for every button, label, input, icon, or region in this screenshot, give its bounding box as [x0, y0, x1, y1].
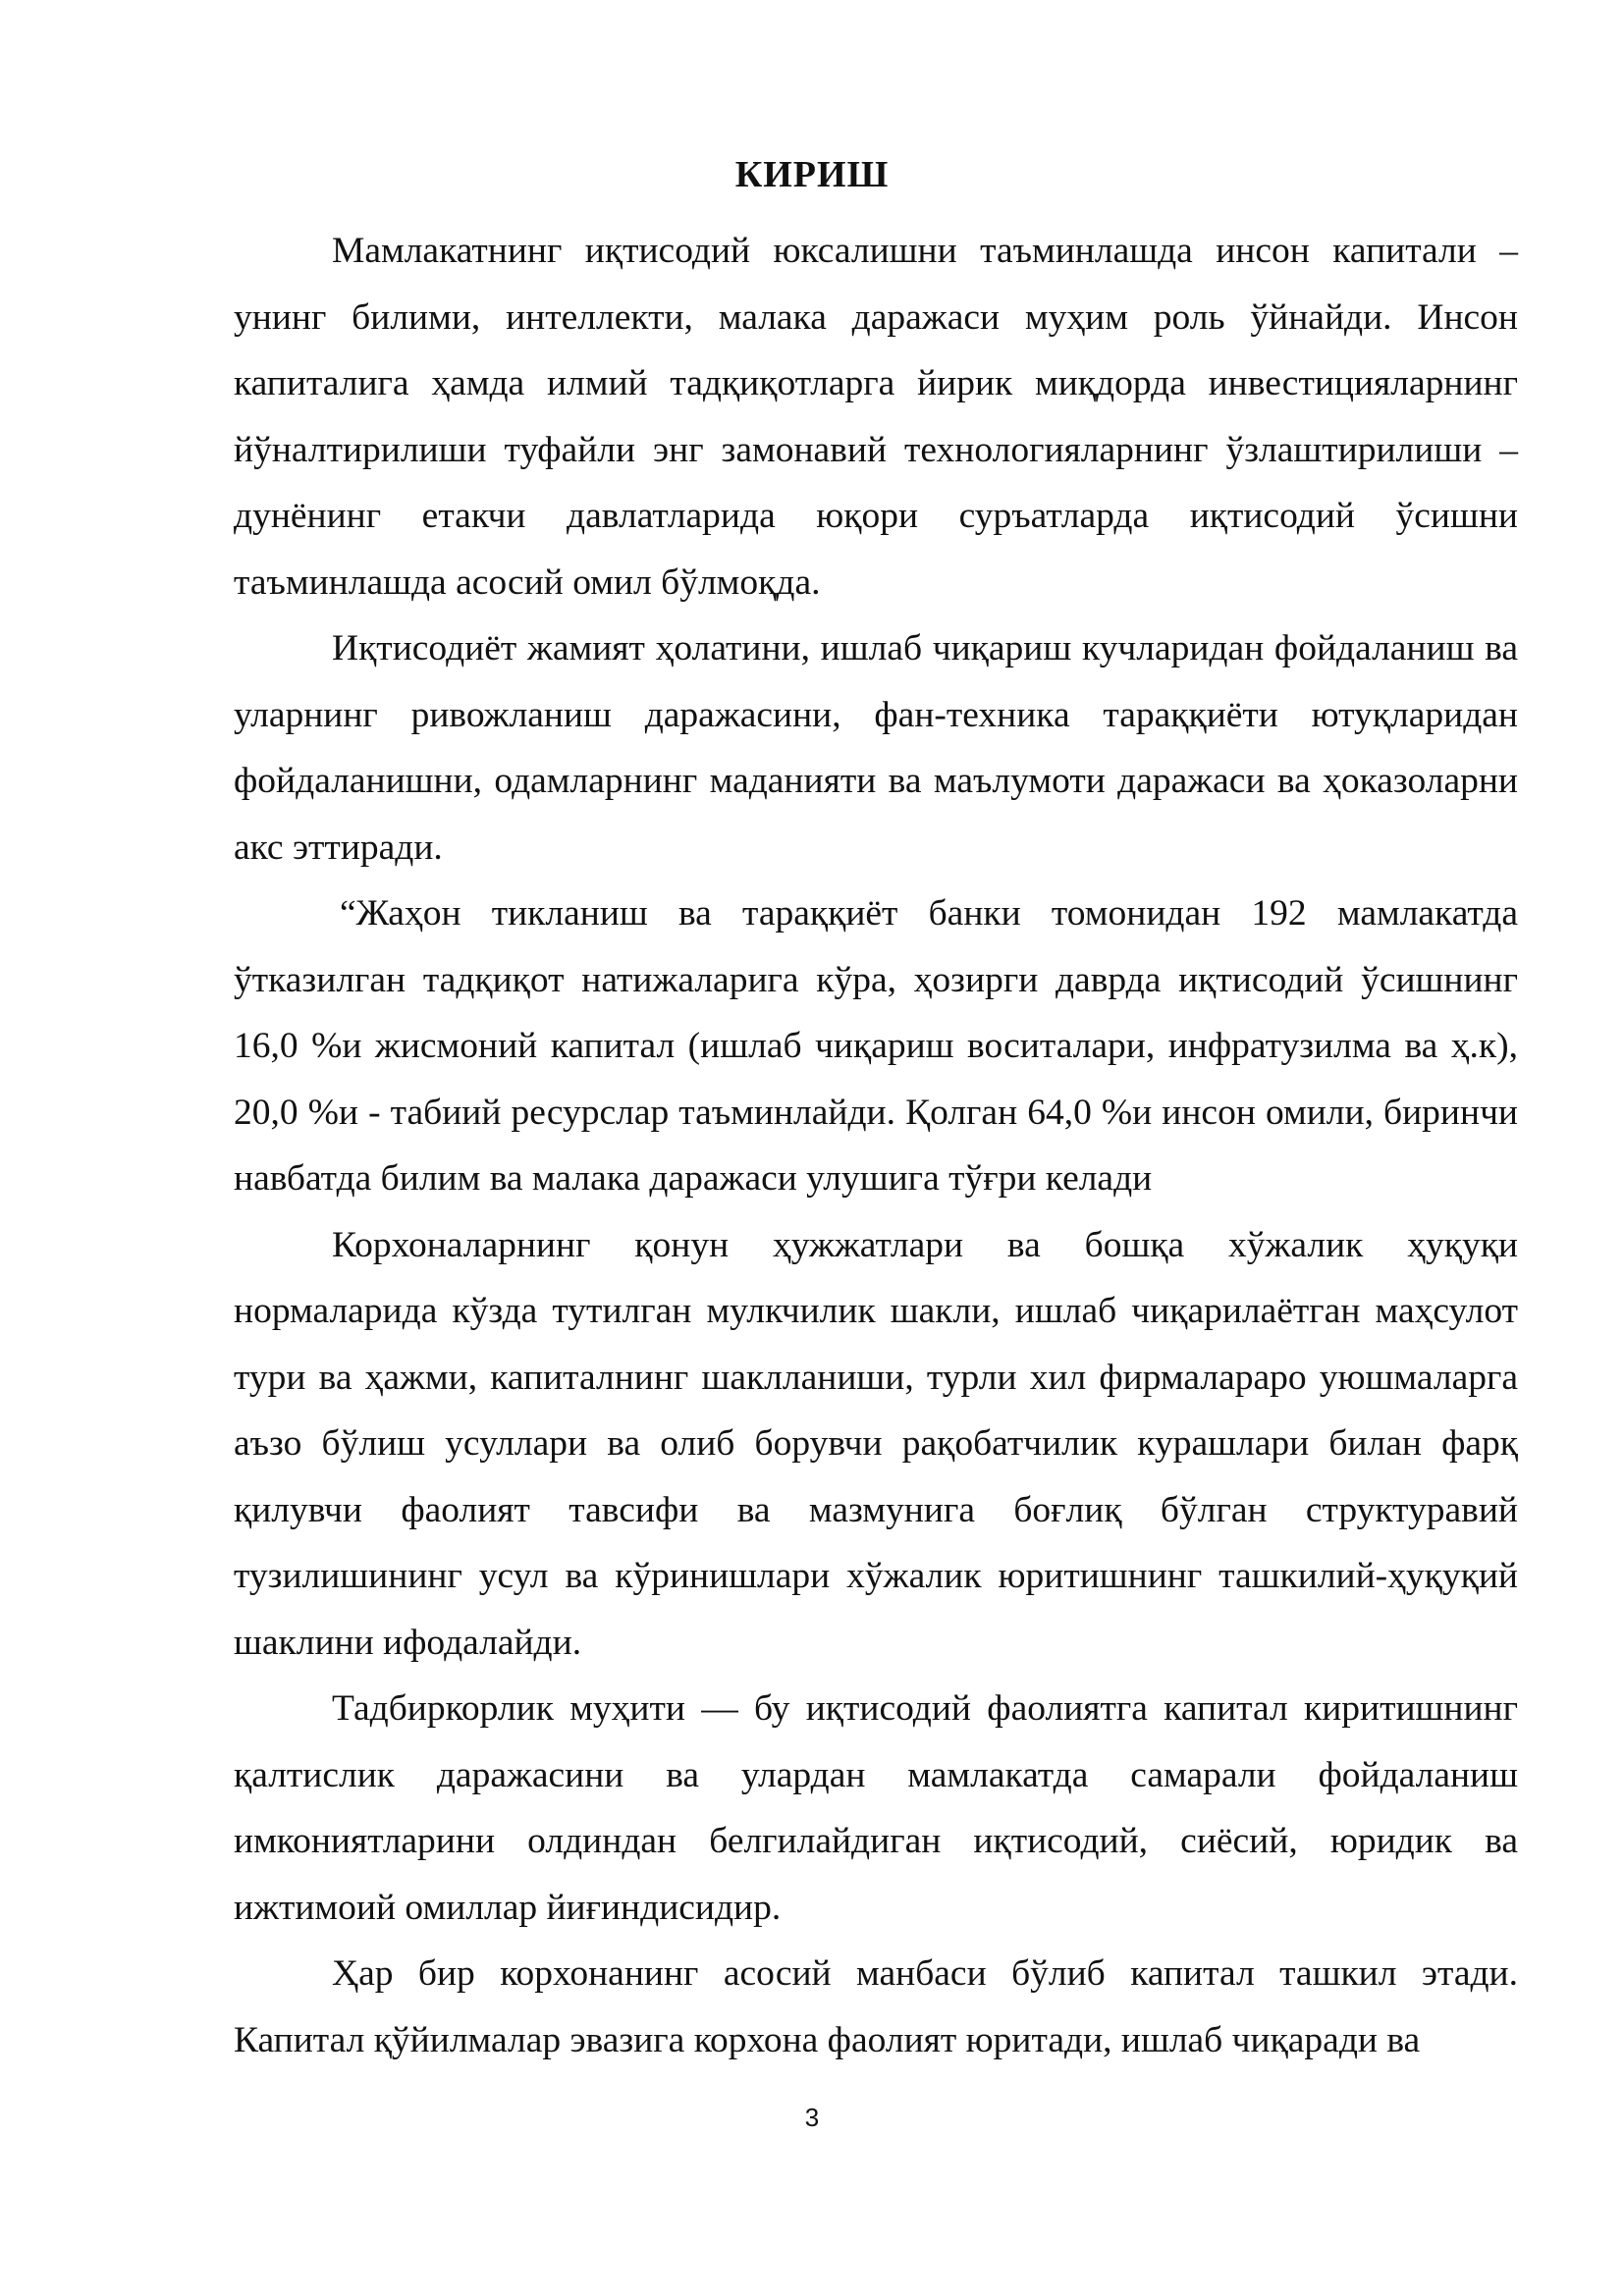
paragraph-economy: Иқтисодиёт жамият ҳолатини, ишлаб чиқариш кучларидан фойдаланиш ва уларнинг ривожланиш даражасини, фан-техника тараққиёти ютуқларидан фойдаланишни, одамларнинг маданияти ва маълумоти даражаси ва ҳоказоларни акс эттиради.: [234, 628, 1518, 868]
paragraph-enterprise-forms: Корхоналарнинг қонун ҳужжатлари ва бошқа хўжалик ҳуқуқи нормаларида кўзда тутилган мулкчилик шакли, ишлаб чиқарилаётган маҳсулот тури ва ҳажми, капиталнинг шаклланиши, турли хил фирмалараро уюшмаларга аъзо бўлиш усуллари ва олиб борувчи рақобатчилик курашлари билан фарқ қилувчи фаолият тавсифи ва мазмунига боғлиқ бўлган структуравий тузилишининг усул ва кўринишлари хўжалик юритишнинг ташкилий-ҳуқуқий шаклини ифодалайди.: [234, 1224, 1518, 1663]
section-heading: КИРИШ: [734, 154, 890, 195]
body-text: [234, 218, 1518, 2073]
paragraph-world-bank-quote: “Жаҳон тикланиш ва тараққиёт банки томонидан 192 мамлакатда ўтказилган тадқиқот натижаларига кўра, ҳозирги даврда иқтисодий ўсишнинг 16,0 %и жисмоний капитал (ишлаб чиқариш воситалари, инфратузилма ва ҳ.к), 20,0 %и - табиий ресурслар таъминлайди. Қолган 64,0 %и инсон омили, биринчи навбатда билим ва малака даражаси улушига тўғри келади: [234, 893, 1518, 1199]
page-number: 3: [804, 2103, 820, 2132]
paragraph-business-environment: Тадбиркорлик муҳити — бу иқтисодий фаолиятга капитал киритишнинг қалтислик даражасини ва улардан мамлакатда самарали фойдаланиш имкониятларини олдиндан белгилайдиган иқтисодий, сиёсий, юридик ва ижтимоий омиллар йиғиндисидир.: [234, 1688, 1518, 1928]
paragraph-human-capital: Мамлакатнинг иқтисодий юксалишни таъминлашда инсон капитали – унинг билими, интеллекти, малака даражаси муҳим роль ўйнайди. Инсон капиталига ҳамда илмий тадқиқотларга йирик миқдорда инвестицияларнинг йўналтирилиши туфайли энг замонавий технологияларнинг ўзлаштирилиши – дунёнинг етакчи давлатларида юқори суръатларда иқтисодий ўсишни таъминлашда асосий омил бўлмоқда.: [234, 231, 1518, 603]
paragraph-capital-source: Ҳар бир корхонанинг асосий манбаси бўлиб капитал ташкил этади. Капитал қўйилмалар эвазига корхона фаолият юритади, ишлаб чиқаради ва: [234, 1953, 1518, 2060]
